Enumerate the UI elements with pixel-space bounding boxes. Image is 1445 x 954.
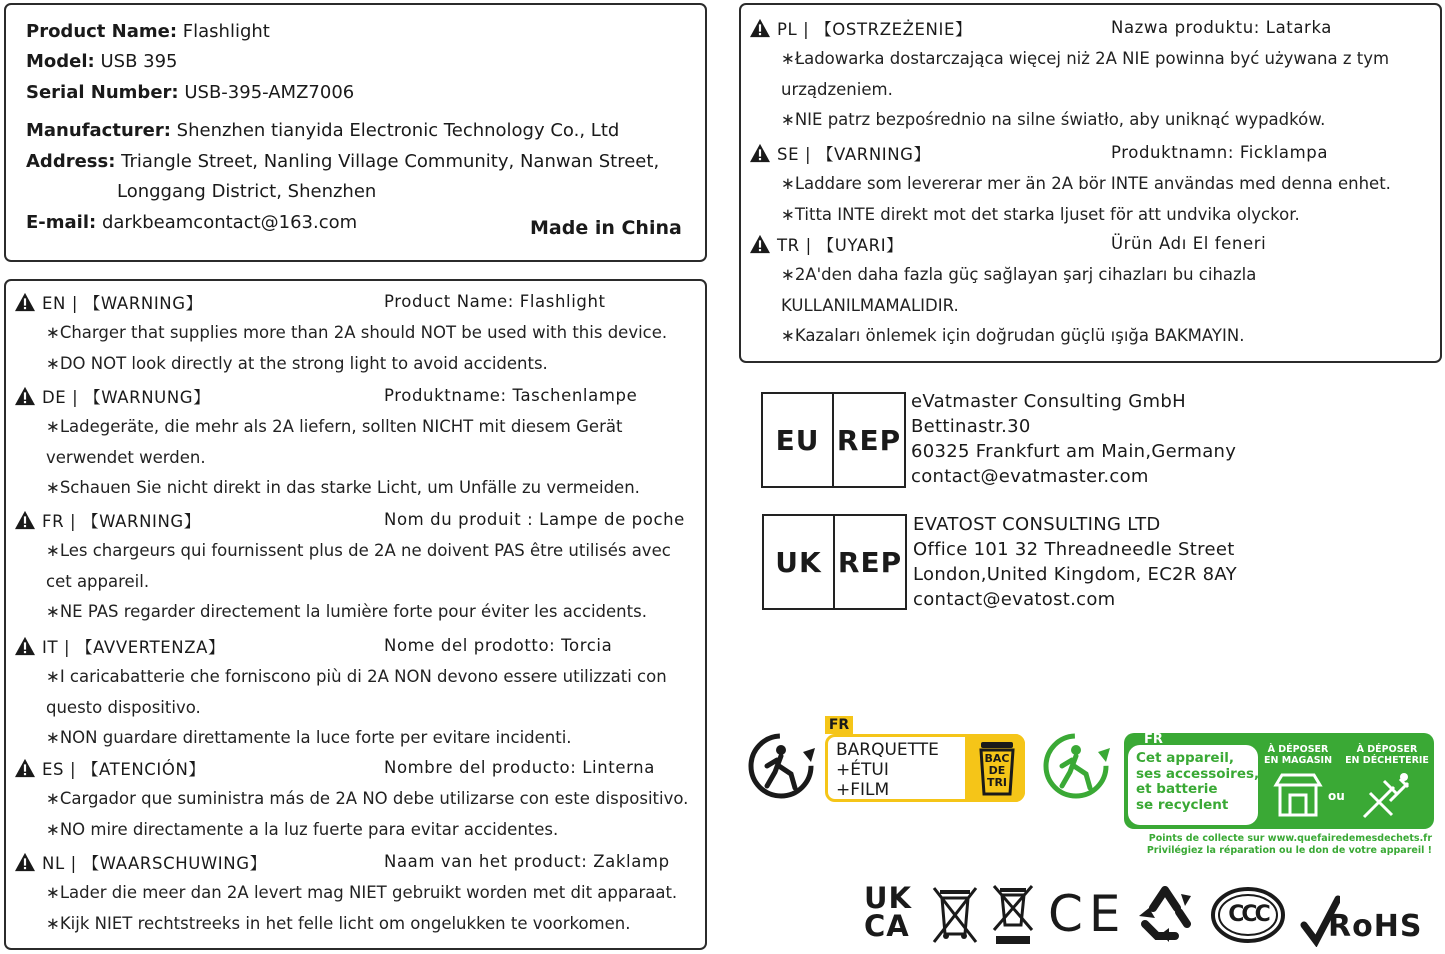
warning-heading	[14, 386, 210, 408]
ccc-text: CCC	[1228, 902, 1268, 927]
manufacturer-key: Manufacturer:	[26, 120, 171, 141]
waste-center-icon	[1360, 771, 1414, 821]
store-text-1: À DÉPOSER	[1267, 744, 1329, 755]
warning-line: ∗Laddare som levererar mer än 2A bör INTE användas med denna enhet.	[781, 173, 1391, 193]
warning-line: ∗Lader die meer dan 2A levert mag NIET gebruikt worden met dit apparaat.	[46, 882, 678, 902]
serial-row	[26, 82, 354, 104]
uk-rep-right: REP	[833, 516, 905, 608]
or-text: ou	[1328, 789, 1345, 803]
warning-line: ∗NIE patrz bezpośrednio na silne światło, aby uniknąć wypadków.	[781, 110, 1326, 130]
address-line-1: Triangle Street, Nanling Village Community, Nanwan Street,	[121, 151, 660, 172]
warning-line: ∗Kazaları önlemek için doğrudan güçlü ışığa BAKMAYIN.	[781, 326, 1245, 346]
warning-lang-label: SE | 【VARNING】	[777, 145, 931, 164]
warning-line: ∗I caricabatterie che forniscono più di 2A NON devono essere utilizzati con	[46, 666, 667, 686]
warning-heading	[14, 758, 206, 780]
email-row	[26, 212, 357, 234]
warning-line: cet appareil.	[46, 571, 150, 591]
uk-rep-address	[913, 512, 1237, 612]
store-text-2: EN MAGASIN	[1263, 755, 1333, 766]
ukca-bottom: CA	[864, 909, 910, 943]
warning-triangle-icon	[14, 852, 36, 872]
eu-rep-left: EU	[775, 423, 820, 457]
warning-line: ∗Les chargeurs qui fournissent plus de 2A ne doivent PAS être utilisés avec	[46, 540, 671, 560]
warning-line: ∗Ładowarka dostarczająca więcej niż 2A NIE powinna być używana z tym	[781, 48, 1390, 68]
warning-lang-label: FR | 【WARNING】	[42, 512, 201, 531]
model-row	[26, 51, 178, 73]
dump-text-1: À DÉPOSER	[1356, 744, 1418, 755]
warning-heading	[14, 636, 225, 658]
recycle-text-2: ses accessoires,	[1136, 765, 1260, 782]
warning-lang-label: NL | 【WAARSCHUWING】	[42, 854, 267, 873]
recycle-text-1: Cet appareil,	[1136, 750, 1234, 766]
bin-text-3: TRI	[986, 776, 1008, 789]
repair-footnote: Privilégiez la réparation ou le don de votre appareil !	[1146, 845, 1432, 856]
warning-line: ∗Cargador que suministra más de 2A NO debe utilizarse con este dispositivo.	[46, 788, 689, 808]
weee-bin-icon	[928, 884, 982, 944]
warning-heading	[14, 852, 267, 874]
triman-line-film: +FILM	[836, 780, 890, 800]
warning-product-name: Nome del prodotto: Torcia	[384, 636, 613, 655]
warning-heading	[14, 292, 203, 314]
triman-icon	[745, 730, 819, 802]
triman-line-etui: +ÉTUI	[836, 760, 889, 780]
warning-line: ∗DO NOT look directly at the strong light to avoid accidents.	[46, 353, 548, 373]
address-key: Address:	[26, 151, 116, 172]
warnings-right-box	[739, 3, 1442, 363]
recycle-text-3: et batterie	[1136, 781, 1218, 797]
warning-line: ∗Titta INTE direkt mot det starka ljuset för att undvika olyckor.	[781, 204, 1300, 224]
dump-text-2: EN DÉCHETERIE	[1345, 755, 1429, 766]
warning-triangle-icon	[14, 292, 36, 312]
warning-lang-label: ES | 【ATENCIÓN】	[42, 760, 206, 779]
triman-line-barquette: BARQUETTE	[836, 740, 939, 760]
rohs-text: RoHS	[1328, 909, 1423, 944]
serial-value: USB-395-AMZ7006	[184, 82, 355, 103]
collection-footnote: Points de collecte sur www.quefairedemesdechets.fr	[1148, 833, 1432, 844]
product-name-key: Product Name:	[26, 21, 178, 42]
ukca-top: UK	[864, 881, 913, 915]
model-key: Model:	[26, 51, 95, 72]
product-name-value: Flashlight	[182, 21, 270, 42]
bin-text-1: BAC	[984, 752, 1010, 765]
eu-rep-company: eVatmaster Consulting GmbH	[911, 391, 1186, 412]
warning-lang-label: EN | 【WARNING】	[42, 294, 203, 313]
bin-text-2: DE	[988, 764, 1006, 777]
address-row	[26, 151, 659, 173]
warning-line: ∗NON guardare direttamente la luce forte per evitare incidenti.	[46, 728, 572, 748]
product-label-box	[4, 3, 707, 262]
email-key: E-mail:	[26, 212, 97, 233]
warning-line: urządzeniem.	[781, 79, 893, 99]
uk-rep-email: contact@evatost.com	[913, 589, 1116, 610]
triman-label-1	[825, 716, 1027, 804]
uk-rep-company: EVATOST CONSULTING LTD	[913, 514, 1161, 535]
ukca-mark	[864, 881, 913, 943]
warning-heading	[14, 510, 201, 532]
warning-line: ∗Charger that supplies more than 2A should NOT be used with this device.	[46, 322, 668, 342]
store-icon	[1272, 771, 1324, 819]
warning-product-name: Nazwa produktu: Latarka	[1111, 18, 1333, 37]
warning-lang-label: DE | 【WARNUNG】	[42, 388, 211, 407]
warning-lang-label: TR | 【UYARI】	[777, 236, 904, 255]
warning-line: ∗NO mire directamente a la luz fuerte para evitar accidentes.	[46, 819, 559, 839]
uk-rep-badge	[762, 514, 907, 610]
warning-triangle-icon	[14, 386, 36, 406]
warning-line: ∗Schauen Sie nicht direkt in das starke Licht, um Unfälle zu vermeiden.	[46, 478, 640, 498]
warning-line: KULLANILMAMALIDIR.	[781, 295, 959, 315]
warning-heading	[749, 18, 972, 40]
serial-key: Serial Number:	[26, 82, 179, 103]
warning-line: ∗NE PAS regarder directement la lumière forte pour éviter les accidents.	[46, 602, 647, 622]
model-value: USB 395	[100, 51, 178, 72]
warning-triangle-icon	[749, 234, 771, 254]
weee-bin-bar-icon	[990, 884, 1036, 948]
uk-rep-city: London,United Kingdom, EC2R 8AY	[913, 564, 1237, 585]
warning-line: ∗Ladegeräte, die mehr als 2A liefern, sollten NICHT mit diesem Gerät	[46, 416, 623, 436]
warning-lang-label: IT | 【AVVERTENZA】	[42, 638, 226, 657]
ce-mark: CE	[1048, 885, 1127, 943]
manufacturer-row	[26, 120, 619, 142]
recycling-info-label	[1124, 733, 1436, 859]
product-name-row	[26, 21, 270, 43]
triman-fr-tag: FR	[825, 716, 853, 734]
eu-rep-address	[911, 389, 1236, 489]
warning-triangle-icon	[14, 636, 36, 656]
warning-triangle-icon	[14, 510, 36, 530]
warning-product-name: Product Name: Flashlight	[384, 292, 606, 311]
made-in-label: Made in China	[530, 217, 682, 239]
warning-product-name: Produktname: Taschenlampe	[384, 386, 638, 405]
manufacturer-value: Shenzhen tianyida Electronic Technology Co., Ltd	[176, 120, 620, 141]
address-line-2: Longgang District, Shenzhen	[117, 181, 377, 202]
warning-product-name: Ürün Adı El feneri	[1111, 234, 1267, 253]
warning-line: questo dispositivo.	[46, 697, 201, 717]
warning-triangle-icon	[14, 758, 36, 778]
warning-product-name: Nom du produit : Lampe de poche	[384, 510, 685, 529]
eu-rep-street: Bettinastr.30	[911, 416, 1031, 437]
warning-product-name: Naam van het product: Zaklamp	[384, 852, 670, 871]
triman-green-icon	[1040, 730, 1116, 802]
eu-rep-badge	[761, 392, 906, 488]
recycle-fr-tag: FR	[1144, 732, 1163, 747]
uk-rep-left: UK	[775, 545, 822, 579]
warning-triangle-icon	[749, 18, 771, 38]
warnings-left-box	[4, 279, 707, 950]
recycle-text-4: se recyclent	[1136, 796, 1229, 813]
warning-product-name: Nombre del producto: Linterna	[384, 758, 655, 777]
uk-rep-street: Office 101 32 Threadneedle Street	[913, 539, 1235, 560]
warning-lang-label: PL | 【OSTRZEŻENIE】	[777, 20, 973, 39]
email-value: darkbeamcontact@163.com	[101, 212, 358, 233]
warning-heading	[749, 234, 903, 256]
eu-rep-right: REP	[832, 394, 904, 486]
ccc-mark	[1210, 886, 1286, 944]
warning-product-name: Produktnamn: Ficklampa	[1111, 143, 1329, 162]
warning-line: ∗Kijk NIET rechtstreeks in het felle licht om ongelukken te voorkomen.	[46, 913, 631, 933]
eu-rep-city: 60325 Frankfurt am Main,Germany	[911, 441, 1237, 462]
warning-line: verwendet werden.	[46, 447, 206, 467]
eu-rep-email: contact@evatmaster.com	[911, 466, 1149, 487]
warning-triangle-icon	[749, 143, 771, 163]
warning-heading	[749, 143, 931, 165]
recycling-arrows-icon	[1135, 884, 1195, 944]
warning-line: ∗2A'den daha fazla güç sağlayan şarj cihazları bu cihazla	[781, 264, 1257, 284]
